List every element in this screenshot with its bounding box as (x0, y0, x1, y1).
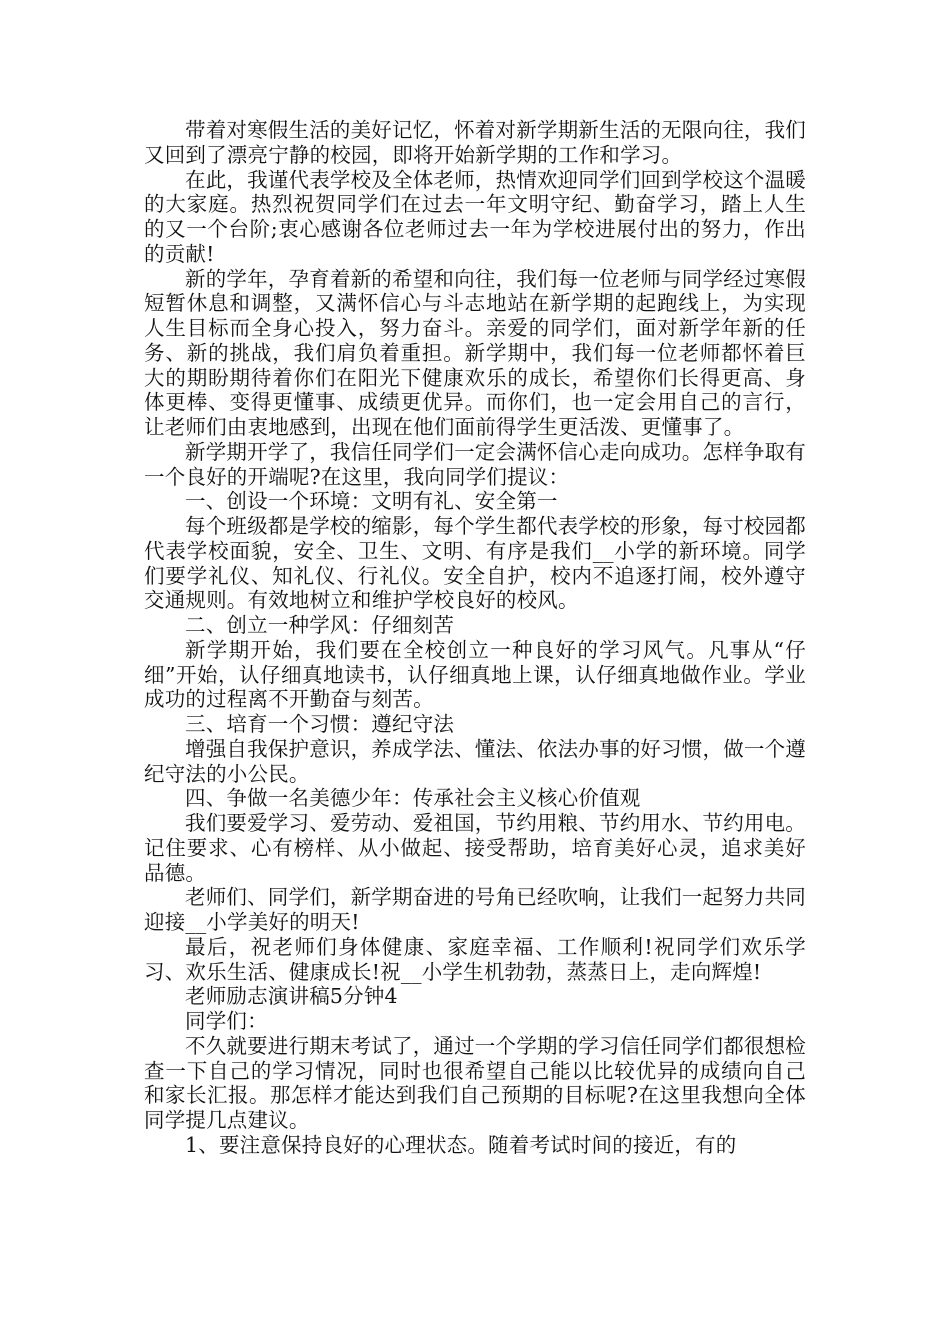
heading-point-4: 四、争做一名美德少年：传承社会主义核心价值观 (185, 786, 641, 811)
paragraph-closing-wishes: 最后，祝老师们身体健康、家庭幸福、工作顺利!祝同学们欢乐学习、欢乐生活、健康成长!祝__小学生机勃勃，蒸蒸日上，走向辉煌! (144, 934, 806, 984)
section-title: 老师励志演讲稿5分钟4 (185, 984, 398, 1009)
salutation: 同学们： (185, 1009, 268, 1033)
paragraph-welcome: 在此，我谨代表学校及全体老师，热情欢迎同学们回到学校这个温暖的大家庭。热烈祝贺同学们在过去一年文明守纪、勤奋学习，踏上人生的又一个台阶;衷心感谢各位老师过去一年为学校进展付出的努力，作出的贡献! (144, 167, 806, 266)
paragraph-proposal-intro: 新学期开学了，我信任同学们一定会满怀信心走向成功。怎样争取有一个良好的开端呢?在这里，我向同学们提议： (144, 439, 806, 489)
paragraph-point-4: 我们要爱学习、爱劳动、爱祖国，节约用粮、节约用水、节约用电。记住要求、心有榜样、从小做起、接受帮助，培育美好心灵，追求美好品德。 (144, 811, 806, 885)
paragraph-point-2: 新学期开始，我们要在全校创立一种良好的学习风气。凡事从“仔细”开始，认仔细真地读书，认仔细真地上课，认仔细真地做作业。学业成功的过程离不开勤奋与刻苦。 (144, 637, 806, 712)
paragraph-point-1: 每个班级都是学校的缩影，每个学生都代表学校的形象，每寸校园都代表学校面貌，安全、卫生、文明、有序是我们__小学的新环境。同学们要学礼仪、知礼仪、行礼仪。安全自护，校内不追逐打闹，校外遵守交通规则。有效地树立和维护学校良好的校风。 (144, 514, 806, 613)
document-page (144, 118, 806, 1158)
heading-point-3: 三、培育一个习惯：遵纪守法 (185, 712, 455, 736)
heading-point-1: 一、创设一个环境：文明有礼、安全第一 (185, 489, 558, 514)
paragraph-intro: 带着对寒假生活的美好记忆，怀着对新学期新生活的无限向往，我们又回到了漂亮宁静的校园，即将开始新学期的工作和学习。 (144, 118, 806, 167)
paragraph-point-3: 增强自我保护意识，养成学法、懂法、依法办事的好习惯，做一个遵纪守法的小公民。 (144, 736, 806, 786)
paragraph-call-to-action: 老师们、同学们，新学期奋进的号角已经吹响，让我们一起努力共同迎接__小学美好的明天! (144, 885, 806, 934)
paragraph-exam-point-1: 1、要注意保持良好的心理状态。随着考试时间的接近，有的 (185, 1132, 737, 1157)
paragraph-new-year: 新的学年，孕育着新的希望和向往，我们每一位老师与同学经过寒假短暂休息和调整，又满怀信心与斗志地站在新学期的起跑线上，为实现人生目标而全身心投入，努力奋斗。亲爱的同学们，面对新学年新的任务、新的挑战，我们肩负着重担。新学期中，我们每一位老师都怀着巨大的期盼期待着你们在阳光下健康欢乐的成长，希望你们长得更高、身体更棒、变得更懂事、成绩更优异。而你们，也一定会用自己的言行，让老师们由衷地感到，出现在他们面前得学生更活泼、更懂事了。 (144, 266, 806, 439)
paragraph-exam-intro: 不久就要进行期末考试了，通过一个学期的学习信任同学们都很想检查一下自己的学习情况，同时也很希望自己能以比较优异的成绩向自己和家长汇报。那怎样才能达到我们自己预期的目标呢?在这里我想向全体同学提几点建议。 (144, 1033, 806, 1132)
heading-point-2: 二、创立一种学风：仔细刻苦 (185, 613, 455, 637)
